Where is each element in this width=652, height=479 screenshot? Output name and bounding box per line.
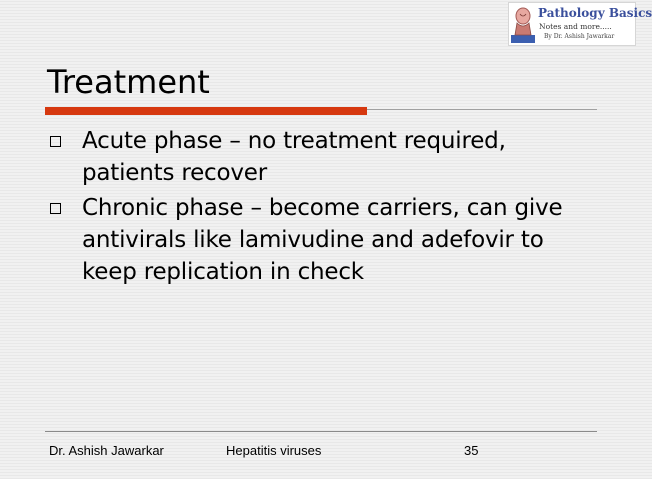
- footer-author: Dr. Ashish Jawarkar: [49, 443, 164, 458]
- logo-title: Pathology Basics: [538, 6, 652, 20]
- bullet-list: [45, 125, 605, 291]
- slide-title: Treatment: [47, 63, 210, 101]
- bullet-item: [45, 192, 605, 288]
- footer-divider-line: [45, 431, 597, 432]
- bullet-text: Chronic phase – become carriers, can give antivirals like lamivudine and adefovir to keep replication in check: [82, 195, 563, 285]
- anatomy-logo-icon: [511, 5, 535, 43]
- logo-author: By Dr. Ashish Jawarkar: [544, 33, 615, 40]
- square-bullet-icon: [50, 203, 61, 214]
- logo-tagline: Notes and more.....: [539, 22, 612, 31]
- footer-topic: Hepatitis viruses: [226, 443, 322, 458]
- slide-number: 35: [464, 443, 479, 458]
- square-bullet-icon: [50, 136, 61, 147]
- bullet-text: Acute phase – no treatment required, patients recover: [82, 128, 506, 186]
- bullet-item: [45, 125, 605, 189]
- title-accent-bar: [45, 107, 367, 115]
- pathology-basics-logo: [508, 2, 652, 46]
